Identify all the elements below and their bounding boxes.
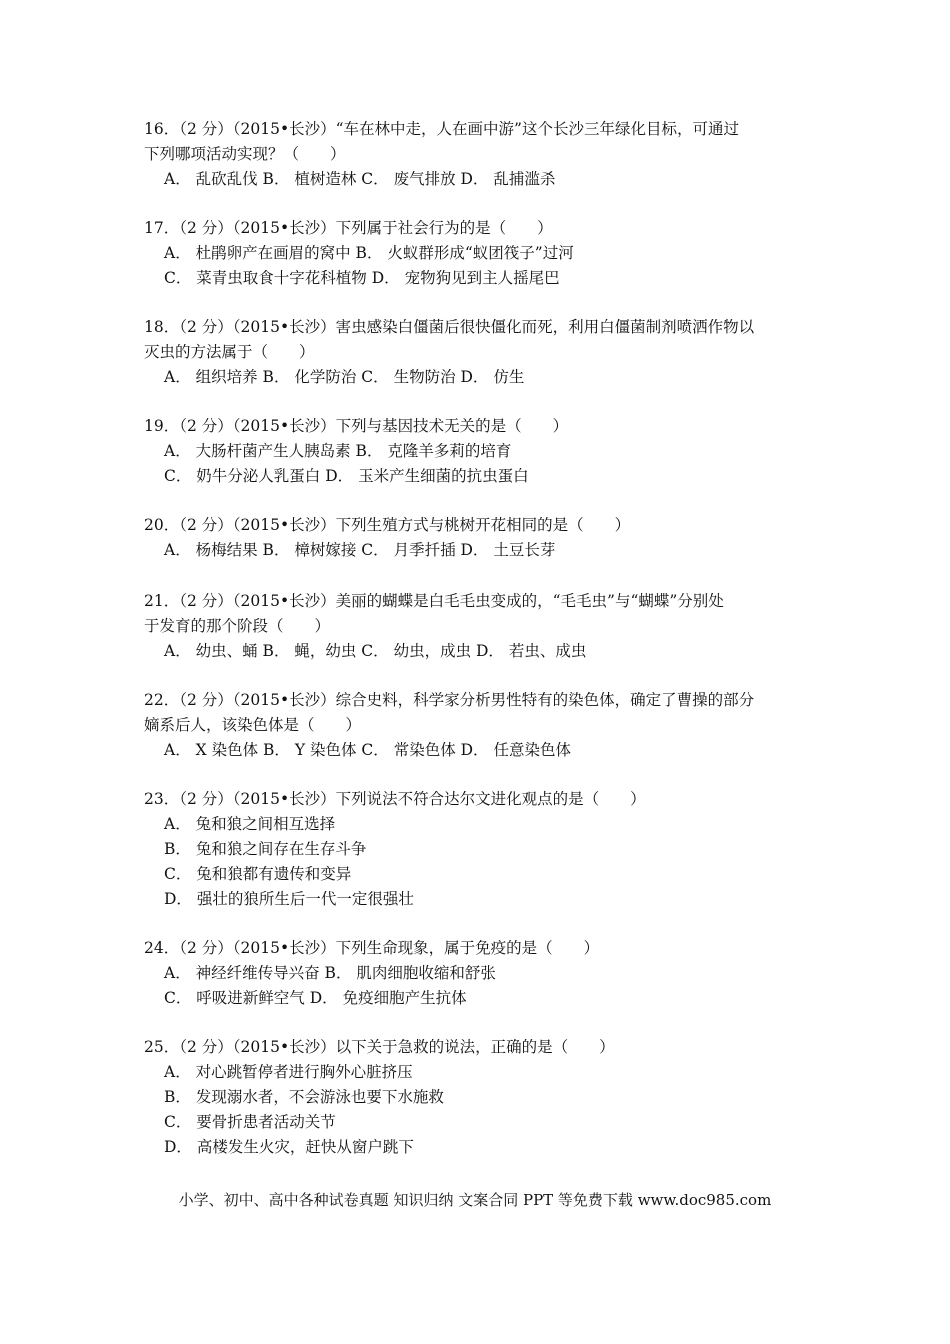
option-line: A． 乱砍乱伐 B． 植树造林 C． 废气排放 D． 乱捕滥杀 <box>164 170 556 188</box>
option-line: C． 菜青虫取食十字花科植物 D． 宠物狗见到主人摇尾巴 <box>164 269 560 287</box>
question-stem-line: 21．（2 分）（2015•长沙）美丽的蝴蝶是白毛毛虫变成的，“毛毛虫”与“蝴蝶”分别处 <box>144 592 724 610</box>
option-line: C． 要骨折患者活动关节 <box>164 1113 336 1131</box>
question-25 <box>144 1035 824 1160</box>
question-stem-line: 嫡系后人，该染色体是（ ） <box>144 716 362 734</box>
question-18 <box>144 315 824 390</box>
question-20 <box>144 513 824 563</box>
question-23 <box>144 787 824 912</box>
question-24 <box>144 936 824 1011</box>
option-line: A． 组织培养 B． 化学防治 C． 生物防治 D． 仿生 <box>164 368 525 386</box>
option-line: A． X 染色体 B． Y 染色体 C． 常染色体 D． 任意染色体 <box>164 741 571 759</box>
option-line: A． 杜鹃卵产在画眉的窝中 B． 火蚁群形成“蚁团筏子”过河 <box>164 244 574 262</box>
question-16 <box>144 117 824 192</box>
question-19 <box>144 414 824 489</box>
option-line: C． 呼吸进新鲜空气 D． 免疫细胞产生抗体 <box>164 989 467 1007</box>
option-line: D． 高楼发生火灾，赶快从窗户跳下 <box>164 1138 414 1156</box>
option-line: A． 大肠杆菌产生人胰岛素 B． 克隆羊多莉的培育 <box>164 442 512 460</box>
option-line: D． 强壮的狼所生后一代一定很强壮 <box>164 890 414 908</box>
question-stem-line: 灭虫的方法属于（ ） <box>144 343 315 361</box>
option-line: B． 兔和狼之间存在生存斗争 <box>164 840 367 858</box>
question-stem-line: 23．（2 分）（2015•长沙）下列说法不符合达尔文进化观点的是（ ） <box>144 790 646 808</box>
question-stem-line: 于发育的那个阶段（ ） <box>144 617 331 635</box>
question-stem-line: 17．（2 分）（2015•长沙）下列属于社会行为的是（ ） <box>144 219 553 237</box>
option-line: C． 兔和狼都有遗传和变异 <box>164 865 352 883</box>
question-17 <box>144 216 824 291</box>
question-stem-line: 20．（2 分）（2015•长沙）下列生殖方式与桃树开花相同的是（ ） <box>144 516 631 534</box>
question-stem-line: 25．（2 分）（2015•长沙）以下关于急救的说法，正确的是（ ） <box>144 1038 615 1056</box>
question-stem-line: 下列哪项活动实现？（ ） <box>144 145 346 163</box>
question-stem-line: 24．（2 分）（2015•长沙）下列生命现象，属于免疫的是（ ） <box>144 939 600 957</box>
question-stem-line: 22．（2 分）（2015•长沙）综合史料，科学家分析男性特有的染色体，确定了曹操的部分 <box>144 691 755 709</box>
option-line: C． 奶牛分泌人乳蛋白 D． 玉米产生细菌的抗虫蛋白 <box>164 467 529 485</box>
question-21 <box>144 589 824 664</box>
question-stem-line: 16．（2 分）（2015•长沙）“车在林中走，人在画中游”这个长沙三年绿化目标，可通过 <box>144 120 739 138</box>
option-line: A． 幼虫、蛹 B． 蝇，幼虫 C． 幼虫，成虫 D． 若虫、成虫 <box>164 642 587 660</box>
option-line: B． 发现溺水者，不会游泳也要下水施救 <box>164 1088 444 1106</box>
question-stem-line: 19．（2 分）（2015•长沙）下列与基因技术无关的是（ ） <box>144 417 569 435</box>
option-line: A． 杨梅结果 B． 樟树嫁接 C． 月季扦插 D． 土豆长芽 <box>164 541 556 559</box>
option-line: A． 兔和狼之间相互选择 <box>164 815 336 833</box>
question-stem-line: 18．（2 分）（2015•长沙）害虫感染白僵菌后很快僵化而死，利用白僵菌制剂喷洒作物以 <box>144 318 755 336</box>
page-footer: 小学、初中、高中各种试卷真题 知识归纳 文案合同 PPT 等免费下载 www.doc985.com <box>178 1191 772 1209</box>
option-line: A． 神经纤维传导兴奋 B． 肌肉细胞收缩和舒张 <box>164 964 496 982</box>
option-line: A． 对心跳暂停者进行胸外心脏挤压 <box>164 1063 413 1081</box>
question-22 <box>144 688 824 763</box>
